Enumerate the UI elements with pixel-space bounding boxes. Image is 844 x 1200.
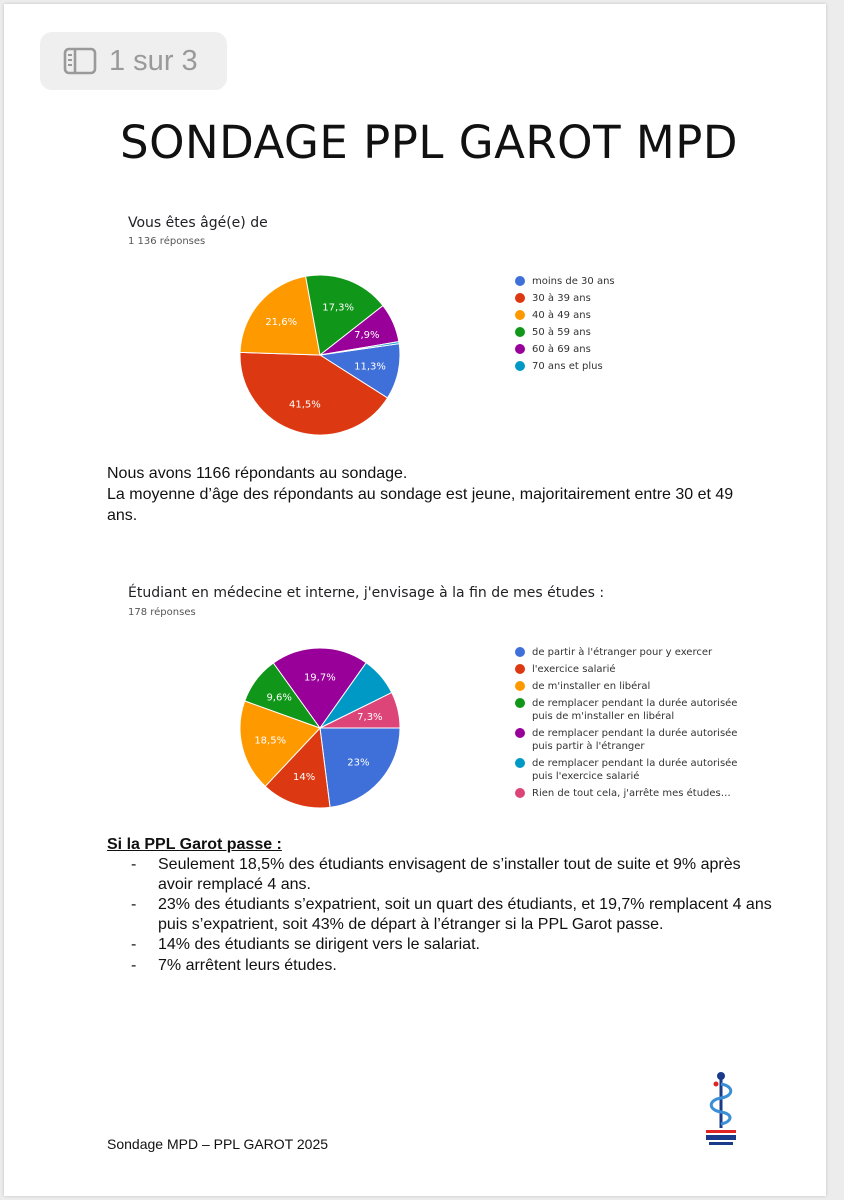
legend-swatch [515,728,525,738]
legend-swatch [515,327,525,337]
legend-swatch [515,758,525,768]
legend-label: 30 à 39 ans [532,293,591,304]
legend-item-6 [515,360,615,373]
bullet-text: 14% des étudiants se dirigent vers le salariat. [158,936,480,953]
legend-item-5 [515,343,615,356]
legend-swatch [515,698,525,708]
bullet-text: 7% arrêtent leurs études. [158,956,337,974]
legend-label-line: puis partir à l'étranger [532,741,645,752]
legend-swatch [515,361,525,371]
document-title: SONDAGE PPL GAROT MPD [120,116,738,169]
legend-swatch [515,788,525,798]
ppl-bullet-list [131,855,776,976]
slice-label-4: 17,3% [322,302,355,314]
legend-item-1 [515,646,737,659]
paragraph-line: Nous avons 1166 répondants au sondage. [107,465,408,482]
legend-item-6 [515,757,737,783]
legend-label-line: l'exercice salarié [532,664,616,675]
bullet-dash: - [131,956,137,974]
chart1-legend [515,275,615,377]
page-indicator[interactable] [40,32,227,90]
chart1-pie [230,265,410,445]
legend-swatch [515,664,525,674]
legend-label: 70 ans et plus [532,361,603,372]
chart1-subtitle: 1 136 réponses [128,236,206,247]
list-item [131,895,776,934]
legend-label-line: de remplacer pendant la durée autorisée [532,698,738,709]
legend-label-line: Rien de tout cela, j'arrête mes études… [532,788,731,799]
legend-swatch [515,344,525,354]
ppl-heading: Si la PPL Garot passe : [107,836,282,853]
legend-item-4 [515,326,615,339]
list-item [131,956,776,976]
legend-label-line: puis l'exercice salarié [532,771,640,782]
legend-label-line: de partir à l'étranger pour y exercer [532,647,713,658]
legend-item-7 [515,787,737,800]
legend-swatch [515,681,525,691]
slice-label-2: 41,5% [288,399,321,411]
legend-swatch [515,293,525,303]
slice-label-5: 19,7% [303,672,336,684]
bullet-text: 23% des étudiants s’expatrient, soit un quart des étudiants, et 19,7% remplacent 4 ans puis s’expatrient, soit 43% de départ à l’étranger si la PPL Garot passe. [158,896,772,933]
bullet-dash: - [131,896,137,913]
chart2-legend [515,646,737,804]
bullet-dash: - [131,936,137,953]
paragraph-respondents [107,463,767,526]
legend-item-3 [515,309,615,322]
footer-text: Sondage MPD – PPL GAROT 2025 [107,1136,329,1152]
legend-label: 50 à 59 ans [532,327,591,338]
legend-item-2 [515,292,615,305]
chart2-subtitle: 178 réponses [128,607,196,618]
chart2-title: Étudiant en médecine et interne, j'envisage à la fin de mes études : [128,585,605,601]
legend-label-line: puis de m'installer en libéral [532,711,675,722]
legend-swatch [515,276,525,286]
legend-label-line: de remplacer pendant la durée autorisée [532,728,738,739]
slice-label-7: 7,3% [357,711,383,723]
medecins-pour-demain-logo [702,1070,740,1150]
list-item [131,855,776,894]
legend-item-1 [515,275,615,288]
bullet-dash: - [131,856,137,873]
legend-label-line: de remplacer pendant la durée autorisée [532,758,738,769]
legend-item-3 [515,680,737,693]
legend-swatch [515,310,525,320]
slice-label-5: 7,9% [354,329,380,341]
slice-label-3: 21,6% [265,317,298,329]
legend-label: 40 à 49 ans [532,310,591,321]
paragraph-line: La moyenne d’âge des répondants au sondage est jeune, majoritairement entre 30 et 49 ans. [107,486,734,524]
list-item [131,935,776,955]
legend-label-line: de m'installer en libéral [532,681,651,692]
legend-label: 60 à 69 ans [532,344,591,355]
bullet-text: Seulement 18,5% des étudiants envisagent de s’installer tout de suite et 9% après avoir remplacé 4 ans. [158,856,741,893]
chart1-title: Vous êtes âgé(e) de [128,215,268,231]
slice-label-2: 14% [293,772,316,784]
sidebar-icon [63,47,97,75]
slice-label-4: 9,6% [266,692,292,704]
slice-label-3: 18,5% [254,735,287,747]
legend-swatch [515,647,525,657]
legend-item-5 [515,727,737,753]
legend-label: moins de 30 ans [532,276,615,287]
legend-item-4 [515,697,737,723]
legend-item-2 [515,663,737,676]
slice-label-1: 23% [347,757,370,769]
chart2-pie [230,638,410,818]
page-indicator-label: 1 sur 3 [109,44,198,77]
slice-label-1: 11,3% [354,361,386,373]
